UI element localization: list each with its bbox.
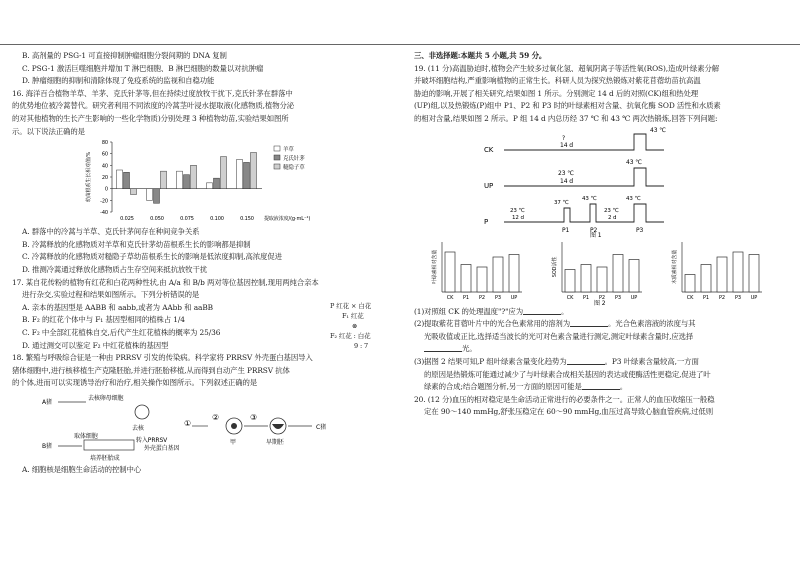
sub-question-text: 光吸收值或正比,选择适当波长的光可对色素含量进行测定,测定叶绿素含量时,应选择 xyxy=(424,331,694,341)
cross-parents: P 红花 × 白花 xyxy=(330,301,372,310)
bar xyxy=(613,254,623,292)
question-16-text: 16. 海洋百合植物羊草、羊茅、克氏针茅等,但在持续过度放牧干扰下,克氏针茅在群落中 xyxy=(12,88,293,98)
oocyte-icon xyxy=(135,405,149,419)
bar xyxy=(161,171,167,189)
sub-question-tail: 。光合色素溶液的浓度与其 xyxy=(607,319,696,329)
x-tick-label: UP xyxy=(750,294,758,301)
figure-caption: 图 2 xyxy=(594,299,606,306)
pig-a-label: A猪 xyxy=(42,398,52,406)
bar xyxy=(581,264,591,292)
answer-blank[interactable] xyxy=(523,306,561,315)
option-line: C. PSG-1 激活巨噬细胞并增加 T 淋巴细胞、B 淋巴细胞的数量以对抗肿瘤 xyxy=(22,63,264,73)
row-label: UP xyxy=(484,181,494,190)
time-label: 12 d xyxy=(512,214,524,221)
temp-label: 43 ℃ xyxy=(626,158,642,166)
time-label: 14 d xyxy=(560,177,573,185)
x-tick-label: P3 xyxy=(615,294,621,301)
bar xyxy=(207,183,213,189)
bar xyxy=(717,257,727,292)
figure-caption: 图 1 xyxy=(590,231,602,238)
question-17-text: 进行杂交,实验过程和结果如图所示。下列分析错误的是 xyxy=(22,290,200,300)
sub-question xyxy=(414,381,788,394)
temp-label: 43 ℃ xyxy=(650,126,666,134)
bar xyxy=(733,252,743,292)
bar xyxy=(251,153,257,189)
bar xyxy=(509,254,519,292)
bar xyxy=(131,189,137,195)
x-tick-label: P1 xyxy=(463,294,469,301)
answer-blank[interactable] xyxy=(570,318,608,327)
nucleus-icon xyxy=(231,423,237,429)
answer-blank[interactable] xyxy=(582,381,620,390)
temp-label: 37 ℃ xyxy=(554,199,569,206)
sub-question-text: (2)提取紫花苜蓿叶片中的光合色素常用的溶剂为 xyxy=(414,319,570,329)
sub-question xyxy=(414,318,788,331)
sub-question-text: (1)对照组 CK 的处理温度"?"应为 xyxy=(414,306,524,316)
bar xyxy=(221,157,227,189)
section-heading: 三、非选择题:本题共 5 小题,共 59 分。 xyxy=(414,51,547,60)
point-label: P1 xyxy=(562,226,570,234)
up-profile xyxy=(504,168,664,186)
left-column xyxy=(12,50,387,476)
temp-label: 23 ℃ xyxy=(604,207,619,214)
sub-question xyxy=(414,356,788,369)
option-line: D. 推测冷蒿通过释放化感物质占生存空间来抵抗放牧干扰 xyxy=(22,264,208,274)
pig-c-label: C猪 xyxy=(316,423,326,431)
x-tick-label: P3 xyxy=(735,294,741,301)
bar xyxy=(685,274,695,292)
bar-chart-root-growth xyxy=(72,138,372,226)
step-label: 转入PRRSV xyxy=(136,436,168,444)
sub-question-text: 光。 xyxy=(462,344,477,354)
x-tick-label: 0.025 xyxy=(120,216,134,223)
legend-swatch xyxy=(274,155,280,160)
step-label: 取体细胞 xyxy=(74,432,98,440)
bar xyxy=(184,175,190,189)
option-line: C. 冷蒿释放的化感物质对糙隐子草幼苗根系生长的影响是低浓度抑制,高浓度促进 xyxy=(22,252,282,262)
bar xyxy=(244,163,250,189)
legend-label: 羊草 xyxy=(283,147,294,154)
x-tick-label: P3 xyxy=(495,294,501,301)
pig-b-label: B猪 xyxy=(42,442,52,450)
step-label: 培养胚胎成 xyxy=(90,454,120,462)
question-20-text: 20. (12 分)血压的相对稳定是生命活动正常进行的必要条件之一。正常人的血压收缩压一般稳 xyxy=(414,394,715,404)
bar xyxy=(177,171,183,189)
bar xyxy=(191,165,197,188)
temp-label: 23 ℃ xyxy=(558,169,574,177)
ck-profile xyxy=(504,134,664,150)
time-label: 2 d xyxy=(608,214,617,221)
header-rule xyxy=(0,44,800,45)
option-line: B. 冷蒿释放的化感物质对羊草和克氏针茅幼苗根系生长的影响都是抑制 xyxy=(22,239,251,249)
y-tick-label: 40 xyxy=(101,163,108,170)
cross-f1: F₁ 红花 xyxy=(342,311,364,320)
right-column xyxy=(414,50,788,419)
x-tick-label: P1 xyxy=(583,294,589,301)
x-tick-label: CK xyxy=(566,294,574,301)
temp-label: 23 ℃ xyxy=(510,207,525,214)
option-line: A. 亲本的基因型是 AABB 和 aabb,或者为 AAbb 和 aaBB xyxy=(22,302,213,312)
sub-question-text: 的原因是热锻炼可能通过减少了与叶绿素合成相关基因的表达或使酶活性更稳定,促进了叶 xyxy=(424,369,711,379)
step-label: 去核 xyxy=(132,424,144,432)
option-line: D. 通过测交可以鉴定 F₂ 中红花植株的基因型 xyxy=(22,340,169,350)
bar xyxy=(597,267,607,292)
sub-question-tail: 。P3 叶绿素含量较高,一方面 xyxy=(604,356,699,366)
question-16-text: 的对其他植物的生长产生影响的一些化学物质)分别处理 3 种植物幼苗,实验结果如图所 xyxy=(12,113,289,123)
question-19-text: 的相对含量,结果如图 2 所示。P 组 14 d 内总历经 37 ℃ 和 43 ℃ 两次热锻炼,回答下列问题: xyxy=(414,113,718,123)
legend-label: 克氏针茅 xyxy=(283,156,305,163)
figure-2 xyxy=(414,238,788,306)
cloning-diagram xyxy=(12,390,387,464)
y-tick-label: -20 xyxy=(100,198,108,205)
option-line: A. 细胞核是细胞生命活动的控制中心 xyxy=(22,464,142,474)
selfing-icon: ⊗ xyxy=(352,321,358,330)
sub-question-tail: 。 xyxy=(561,306,569,316)
bar xyxy=(214,178,220,189)
figure-q18 xyxy=(12,390,387,464)
answer-blank[interactable] xyxy=(424,343,462,352)
legend-label: 糙隐子草 xyxy=(283,165,305,172)
y-tick-label: -40 xyxy=(100,210,108,217)
legend-swatch xyxy=(274,164,280,169)
x-tick-label: 0.050 xyxy=(150,216,164,223)
bar xyxy=(701,264,711,292)
row-label: P xyxy=(484,217,489,226)
legend-swatch xyxy=(274,146,280,151)
x-tick-label: 0.075 xyxy=(180,216,194,223)
question-19-text: 19. (11 分)高温胁迫时,植物会产生较多过氧化氢、超氧阴离子等活性氧(ROS),造成叶绿素分解 xyxy=(414,63,720,73)
x-tick-label: 0.100 xyxy=(210,216,224,223)
question-16-text: 示。以下说法正确的是 xyxy=(12,126,85,136)
fig2-bar-charts xyxy=(414,238,788,306)
x-tick-label: CK xyxy=(686,294,694,301)
y-tick-label: 80 xyxy=(101,140,108,147)
figure-1 xyxy=(414,126,788,238)
bar xyxy=(124,172,130,188)
option-line: D. 肿瘤细胞的抑制和清除体现了免疫系统的监视和自稳功能 xyxy=(22,76,215,86)
temp-label: 43 ℃ xyxy=(582,195,597,202)
sub-question-text: 绿素的合成;结合题图分析,另一方面的原因可能是 xyxy=(424,382,582,392)
stage-label: 甲 xyxy=(230,438,236,446)
y-axis-label: 幼苗根系生长相对值/% xyxy=(86,151,92,203)
bar xyxy=(147,189,153,201)
bar xyxy=(117,170,123,189)
question-19-text: (UP)组,以及热锻炼(P)组中 P1、P2 和 P3 时的叶绿素相对含量、抗氧化酶 SOD 活性和水质素 xyxy=(414,101,721,111)
heat-treatment-diagram xyxy=(414,126,788,238)
option-line: C. F₂ 中全部红花植株自交,后代产生红花植株的概率为 25/36 xyxy=(22,327,221,337)
bar xyxy=(237,160,243,189)
bar xyxy=(477,267,487,292)
point-label: P2 xyxy=(590,226,598,234)
figure-q16 xyxy=(12,138,387,226)
y-axis-label: 叶绿素相对含量 xyxy=(432,249,438,284)
x-tick-label: P1 xyxy=(703,294,709,301)
sub-question-text: (3)据图 2 结果可知,P 组叶绿素含量变化趋势为 xyxy=(414,356,567,366)
bar xyxy=(565,269,575,292)
question-18-text: 猪体细胞中,进行核移植生产克隆胚胎,并进行胚胎移植,从而得到自动产生 PRRSV 抗体 xyxy=(12,365,290,375)
option-line: B. 高剂量的 PSG-1 可直接抑制肿瘤细胞分裂间期的 DNA 复制 xyxy=(22,51,227,60)
row-label: CK xyxy=(484,145,494,154)
y-tick-label: 60 xyxy=(101,151,108,158)
answer-blank[interactable] xyxy=(567,356,605,365)
bar xyxy=(461,264,471,292)
temp-label: ? xyxy=(562,134,566,142)
bar xyxy=(629,259,639,292)
x-tick-label: P2 xyxy=(719,294,725,301)
question-16-text: 的优势地位被冷蒿替代。研究者利用不同浓度的冷蒿茎叶浸水提取液(化感物质,植物分泌 xyxy=(12,101,295,111)
x-tick-label: P2 xyxy=(479,294,485,301)
bar xyxy=(154,189,160,204)
step-label: 去核卵母细胞 xyxy=(88,394,124,402)
y-tick-label: 0 xyxy=(104,186,108,193)
dish-icon xyxy=(84,440,134,450)
step-number: ③ xyxy=(250,412,258,422)
y-tick-label: 20 xyxy=(101,175,108,182)
question-17 xyxy=(12,277,387,353)
question-20-text: 定在 90～140 mmHg,舒张压稳定在 60～90 mmHg,血压过高导致心脑血管疾病,过低则 xyxy=(424,407,714,417)
cross-f2: F₂ 红花 : 白花 xyxy=(330,331,371,340)
y-axis-label: 木质素相对含量 xyxy=(672,249,678,284)
bar xyxy=(445,252,455,292)
sub-question xyxy=(414,306,788,319)
temp-label: 43 ℃ xyxy=(626,195,641,202)
option-line: A. 群落中的冷蒿与羊草、克氏针茅间存在种间竞争关系 xyxy=(22,227,200,237)
x-axis-label: 提取液浓度/(g·mL⁻¹) xyxy=(264,216,311,223)
bar xyxy=(493,257,503,292)
point-label: P3 xyxy=(636,226,644,234)
step-number: ② xyxy=(212,412,220,422)
x-tick-label: 0.150 xyxy=(240,216,254,223)
cross-diagram xyxy=(330,301,371,351)
step-number: ① xyxy=(184,418,192,428)
question-18-text: 的个体,进而可以实现诱导治疗和治疗,相关操作如图所示。下列叙述正确的是 xyxy=(12,378,258,388)
x-tick-label: CK xyxy=(446,294,454,301)
stage-label: 早期胚 xyxy=(266,438,284,446)
bar xyxy=(749,254,759,292)
y-axis-label: SOD活性 xyxy=(552,256,558,277)
p-profile xyxy=(504,204,664,222)
question-19-text: 并破坏细胞结构,严重影响植物的正常生长。科研人员为探究热锻炼对紫花苜蓿幼苗抗高温 xyxy=(414,76,701,86)
x-tick-label: UP xyxy=(510,294,518,301)
question-18-text: 18. 繁殖与呼吸综合征是一种由 PRRSV 引发的传染病。科学家将 PRRSV 外壳蛋白基因导入 xyxy=(12,353,313,363)
option-line: B. F₂ 的红花个体中与 F₁ 基因型相同的植株占 1/4 xyxy=(22,315,185,325)
step-label: 外壳蛋白基因 xyxy=(144,444,180,452)
x-tick-label: UP xyxy=(630,294,638,301)
question-19-text: 胁迫的影响,开展了相关研究,结果如图 1 所示。分别测定 14 d 后的对照(CK)组和热处理 xyxy=(414,88,699,98)
sub-question xyxy=(414,343,788,356)
x-tick-label: P2 xyxy=(599,294,605,301)
question-17-text: 17. 某自花传粉的植物有红花和白花两种性状,由 A/a 和 B/b 两对等位基因控制,现用两纯合亲本 xyxy=(12,277,319,287)
sub-question-tail: 。 xyxy=(619,382,628,392)
cross-ratio: 9 : 7 xyxy=(354,341,369,350)
time-label: 14 d xyxy=(560,141,573,149)
